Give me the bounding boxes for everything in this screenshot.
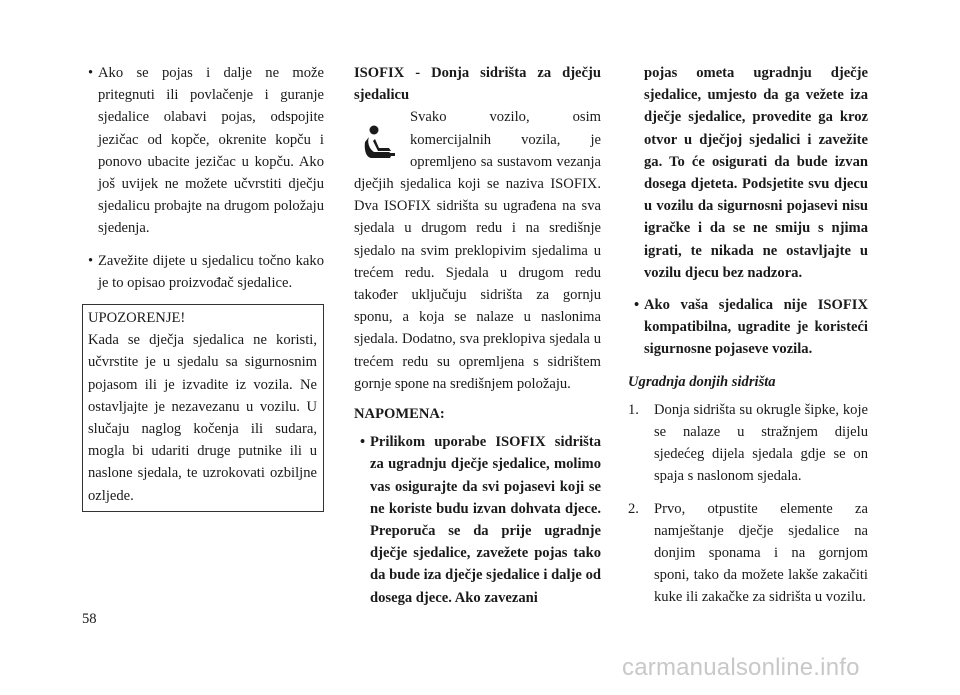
numbered-step	[628, 399, 868, 488]
bullet-mark: •	[360, 434, 366, 451]
warning-text: Kada se dječja sjedalica ne koristi, učvrstite je u sjedalu sa sigurnosnim pojasom ili je izvadite iz vozila. Ne ostavljajte je nezavezanu u vozilu. U slučaju naglog kočenja ili sudara, mogla bi udariti druge putnike ili u naslone sjedala, te uzrokovati ozbiljne ozljede.	[88, 332, 317, 504]
subheading: Ugradnja donjih sidrišta	[628, 373, 776, 390]
page-number: 58	[82, 611, 97, 627]
isofix-paragraph: Svako vozilo, osim komercijalnih vozila, je opremljeno sa sustavom vezanja dječjih sjedalica koji se naziva ISOFIX. Dva ISOFIX sidrišta su ugrađena na sva sjedala u drugom redu i na središnje sjedalo na svim preklopivim sjedalima u trećem redu. Sjedala u drugom redu također uključuju sidrišta za gornju sponu, a koja se nalaze u naslonima sjedala. Dodatno, sva preklopiva sjedala u trećem redu su opremljena s sidrištem gornje spone na središnjem položaju.	[354, 109, 601, 392]
bullet-mark: •	[88, 252, 94, 269]
child-seat-icon	[356, 118, 406, 166]
middle-column	[354, 62, 601, 619]
bullet-item	[82, 62, 324, 240]
notes-title: NAPOMENA:	[354, 406, 445, 423]
left-column	[82, 62, 324, 512]
note-text: pojas ometa ugradnju dječje sjedalice, umjesto da ga vežete iza dječje sjedalice, provedite ga kroz otvor u dječjoj sjedalici i zavežite ga. To će osigurati da bude izvan dosega djeteta. Podsjetite svu djecu u vozilu da sigurnosni pojasevi nisu igračke i da se ne smiju s njima igrati, te nikada ne ostavljajte u vozilu djecu bez nadzora.	[644, 65, 868, 281]
numbered-step	[628, 498, 868, 609]
note-item	[628, 294, 868, 361]
bullet-text: Ako se pojas i dalje ne može pritegnuti ili povlačenje i guranje sjedalice olabavi pojas, odspojite jezičac od kopče, okrenite kopču i ponovo ubacite jezičac u kopču. Ako još uvijek ne možete učvrstiti dječju sjedalicu probajte na drugom položaju sjedenja.	[98, 65, 324, 237]
step-text: Donja sidrišta su okrugle šipke, koje se nalaze u stražnjem dijelu sjedećeg dijela sjedala gdje se on spaja s naslonom sjedala.	[654, 401, 868, 485]
bullet-mark: •	[634, 297, 640, 314]
step-number: 1.	[628, 401, 639, 418]
section-heading: ISOFIX - Donja sidrišta za dječju sjedalicu	[354, 65, 601, 104]
note-item	[354, 431, 601, 609]
note-text: Prilikom uporabe ISOFIX sidrišta za ugradnju dječje sjedalice, molimo vas osigurajte da svi pojasevi koji se ne koriste budu izvan dohvata djece. Preporuča se da prije ugradnje dječje sjedalice, zavežete pojas tako da bude iza dječje sjedalice i dalje od dosega djece. Ako zavezani	[370, 434, 601, 606]
note-text: Ako vaša sjedalica nije ISOFIX kompatibilna, ugradite je koristeći sigurnosne pojaseve vozila.	[644, 297, 868, 358]
bullet-item	[82, 250, 324, 294]
bullet-mark: •	[88, 65, 94, 81]
warning-box	[82, 304, 324, 512]
step-text: Prvo, otpustite elemente za namještanje dječje sjedalice na donjim sponama i na gornjom sponi, tako da možete lakše zakačiti kuke ili zakačke za sidrišta u vozilu.	[654, 500, 868, 606]
right-column	[628, 62, 868, 619]
note-item-continued	[628, 62, 868, 284]
bullet-text: Zavežite dijete u sjedalicu točno kako je to opisao proizvođač sjedalice.	[98, 252, 324, 291]
warning-title: UPOZORENJE!	[88, 310, 186, 327]
child-seat-icon-graphic	[361, 122, 401, 162]
step-number: 2.	[628, 500, 639, 517]
watermark: carmanualsonline.info	[622, 654, 860, 681]
